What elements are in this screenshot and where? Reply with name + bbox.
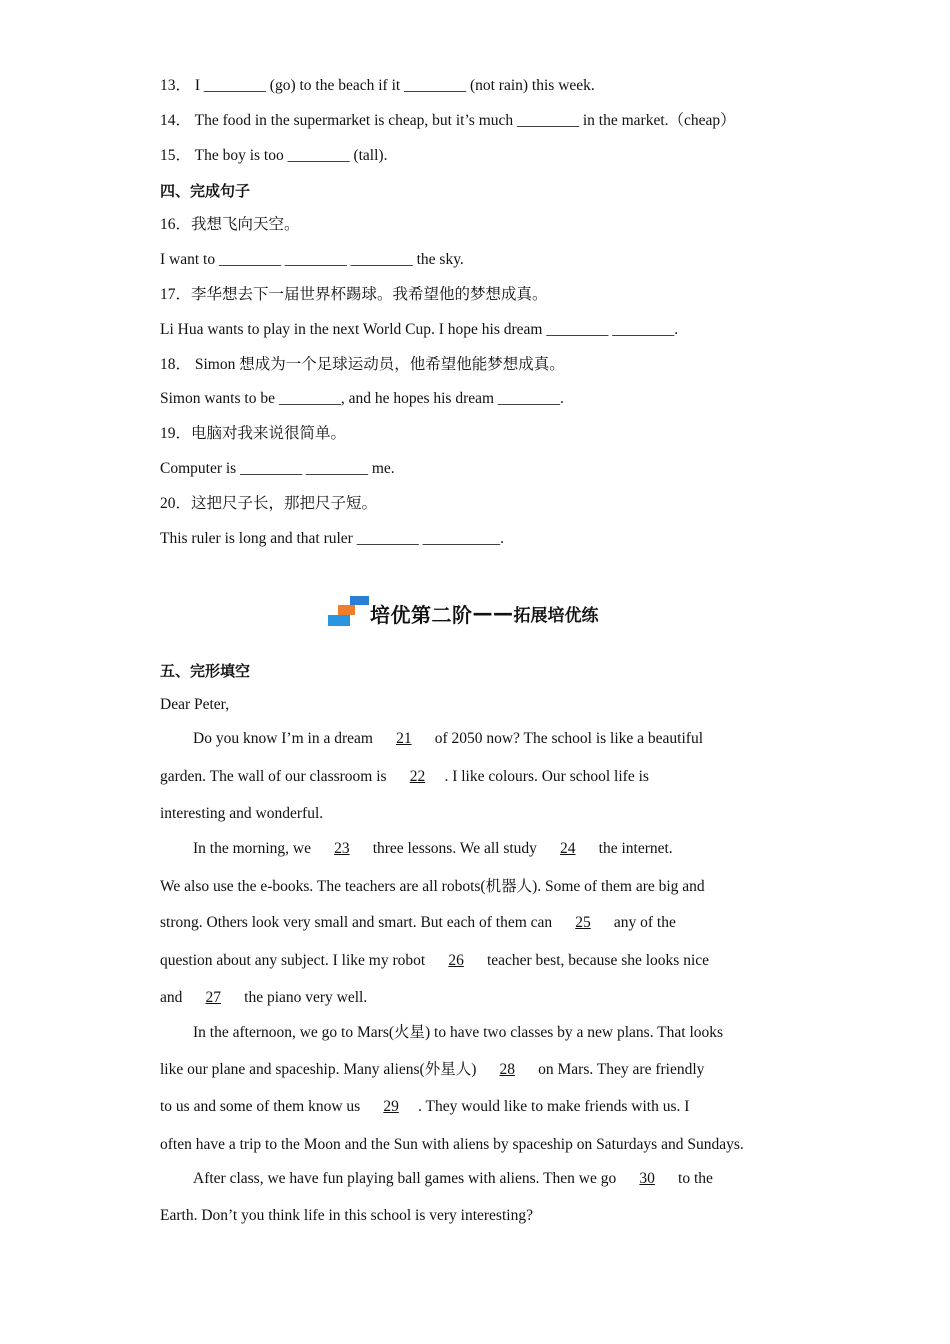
answer-blank-28: 28 — [499, 1061, 515, 1078]
question-17-chinese: 17．李华想去下一届世界杯踢球。我希望他的梦想成真。 — [160, 286, 548, 303]
passage-line-13 — [193, 1169, 713, 1189]
passage-line-5: We also use the e-books. The teachers are all robots(机器人). Some of them are big and — [160, 878, 705, 895]
answer-blank-22: 22 — [409, 768, 426, 785]
blocks-logo-icon — [328, 596, 368, 630]
passage-text: on Mars. They are friendly — [534, 1061, 705, 1078]
passage-text: any of the — [610, 914, 676, 931]
passage-text: garden. The wall of our classroom is — [160, 768, 391, 785]
section-5-heading: 五、完形填空 — [160, 662, 251, 680]
passage-text: the piano very well. — [240, 989, 368, 1006]
question-17-english: Li Hua wants to play in the next World Cup. I hope his dream ________ ________. — [160, 321, 679, 338]
passage-text: of 2050 now? The school is like a beautiful — [430, 730, 704, 747]
question-13: 13． I ________ (go) to the beach if it ________ (not rain) this week. — [160, 77, 595, 94]
question-18-english: Simon wants to be ________, and he hopes his dream ________. — [160, 390, 564, 407]
passage-line-2 — [160, 767, 649, 787]
section-banner — [328, 596, 599, 630]
passage-text: . They would like to make friends with us. I — [418, 1098, 690, 1115]
passage-text: In the morning, we — [193, 840, 315, 857]
passage-text: like our plane and spaceship. Many aliens(外星人) — [160, 1061, 481, 1078]
passage-line-9: In the afternoon, we go to Mars(火星) to have two classes by a new plans. That looks — [193, 1024, 724, 1041]
question-20-chinese: 20．这把尺子长，那把尺子短。 — [160, 495, 378, 512]
passage-text: and — [160, 989, 187, 1006]
question-16-chinese: 16．我想飞向天空。 — [160, 216, 300, 233]
passage-line-8 — [160, 988, 367, 1008]
passage-line-1 — [193, 729, 703, 749]
question-19-english: Computer is ________ ________ me. — [160, 460, 395, 477]
passage-text: question about any subject. I like my robot — [160, 952, 430, 969]
question-18-chinese: 18． Simon 想成为一个足球运动员，他希望他能梦想成真。 — [160, 356, 565, 373]
passage-line-12: often have a trip to the Moon and the Sun with aliens by spaceship on Saturdays and Sundays. — [160, 1136, 744, 1153]
passage-line-6 — [160, 913, 676, 933]
answer-blank-29: 29 — [383, 1098, 399, 1115]
answer-blank-23: 23 — [334, 840, 350, 857]
passage-line-4 — [193, 839, 673, 859]
answer-blank-24: 24 — [560, 840, 576, 857]
letter-salutation: Dear Peter, — [160, 696, 230, 713]
passage-text: to the — [674, 1170, 713, 1187]
passage-text: Do you know I’m in a dream — [193, 730, 377, 747]
passage-line-14: Earth. Don’t you think life in this school is very interesting? — [160, 1207, 533, 1224]
passage-line-7 — [160, 951, 709, 971]
banner-subtitle: 拓展培优练 — [513, 605, 599, 626]
question-14: 14． The food in the supermarket is cheap, but it’s much ________ in the market.（cheap） — [160, 112, 736, 129]
answer-blank-26: 26 — [448, 952, 464, 969]
banner-dash: —— — [472, 601, 514, 625]
passage-line-3: interesting and wonderful. — [160, 805, 324, 822]
passage-line-11 — [160, 1097, 689, 1117]
passage-text: teacher best, because she looks nice — [483, 952, 710, 969]
passage-text: After class, we have fun playing ball games with aliens. Then we go — [193, 1170, 621, 1187]
answer-blank-25: 25 — [575, 914, 591, 931]
passage-text: to us and some of them know us — [160, 1098, 365, 1115]
question-16-english: I want to ________ ________ ________ the sky. — [160, 251, 464, 268]
passage-text: three lessons. We all study — [368, 840, 541, 857]
question-15: 15． The boy is too ________ (tall). — [160, 147, 388, 164]
passage-text: . I like colours. Our school life is — [444, 768, 649, 785]
banner-title: 培优第二阶 — [370, 602, 473, 627]
passage-text: the internet. — [594, 840, 673, 857]
question-19-chinese: 19．电脑对我来说很简单。 — [160, 425, 347, 442]
answer-blank-30: 30 — [639, 1170, 655, 1187]
section-4-heading: 四、完成句子 — [160, 182, 251, 200]
answer-blank-27: 27 — [205, 989, 222, 1006]
answer-blank-21: 21 — [396, 730, 412, 747]
question-20-english: This ruler is long and that ruler ________ __________. — [160, 530, 504, 547]
passage-text: strong. Others look very small and smart. But each of them can — [160, 914, 557, 931]
passage-line-10 — [160, 1060, 704, 1080]
